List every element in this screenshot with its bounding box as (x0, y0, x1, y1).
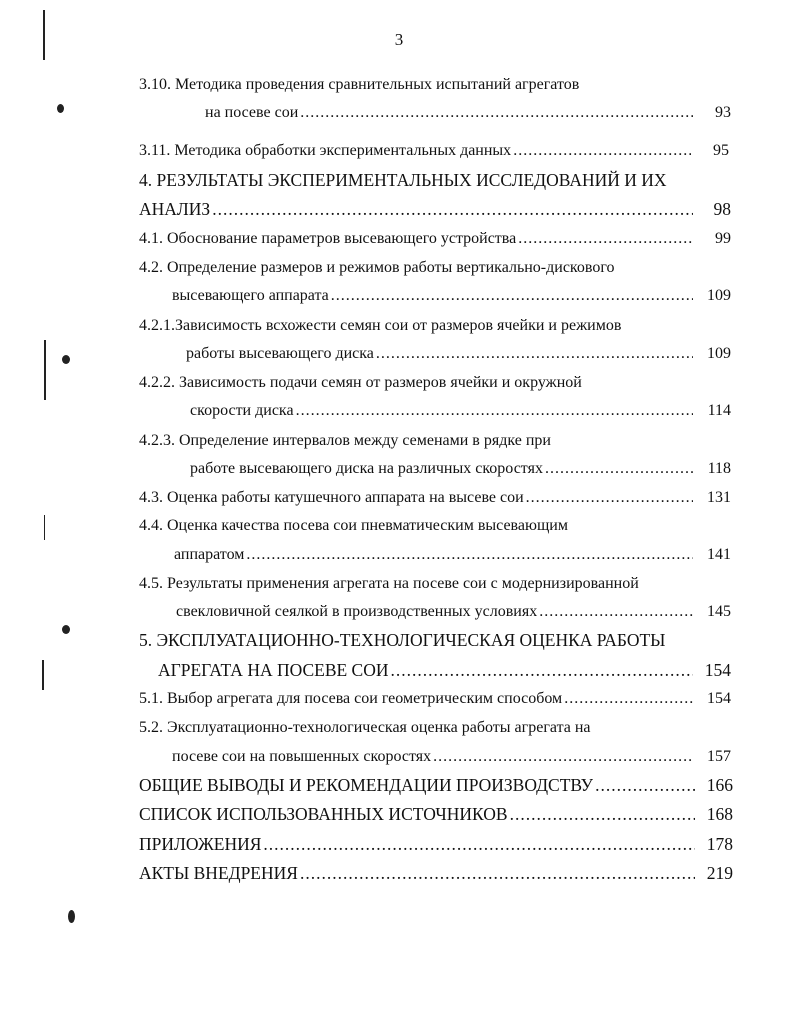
leader-dots (391, 660, 693, 680)
toc-page-number: 166 (706, 775, 733, 795)
toc-entry-label: 3.11. Методика обработки экспериментальных данных (139, 142, 512, 159)
toc-entry-label: работе высевающего диска на различных скоростях (190, 460, 543, 477)
toc-entry-4-2-2[interactable] (190, 401, 731, 421)
leader-dots (545, 459, 693, 479)
leader-dots (433, 747, 693, 767)
toc-entry-5-1[interactable] (139, 689, 731, 709)
toc-entry-4-2-3-line1: 4.2.3. Определение интервалов между семенами в рядке при (139, 432, 551, 449)
toc-entry-label: высевающего аппарата (172, 287, 329, 304)
toc-entry-5-2[interactable] (172, 747, 731, 767)
leader-dots (263, 834, 695, 854)
toc-entry-label: скорости диска (190, 402, 294, 419)
leader-dots (539, 602, 693, 622)
toc-page-number: 109 (707, 345, 731, 362)
toc-entry-label: АНАЛИЗ (139, 199, 211, 219)
leader-dots (300, 863, 695, 883)
scan-artifact (62, 625, 70, 634)
toc-entry-4-5[interactable] (176, 602, 731, 622)
toc-page-number: 109 (707, 287, 731, 304)
toc-entry-label: ПРИЛОЖЕНИЯ (139, 834, 262, 854)
toc-entry-label: свекловичной сеялкой в производственных условиях (176, 603, 538, 620)
toc-entry-references[interactable] (139, 804, 733, 824)
toc-entry-4[interactable] (139, 199, 731, 219)
toc-entry-acts[interactable] (139, 863, 733, 883)
toc-entry-label: 4.1. Обоснование параметров высевающего устройства (139, 230, 517, 247)
toc-page-number: 95 (713, 142, 729, 159)
scan-artifact (42, 660, 44, 690)
toc-entry-4-line1: 4. РЕЗУЛЬТАТЫ ЭКСПЕРИМЕНТАЛЬНЫХ ИССЛЕДОВАНИЙ И ИХ (139, 170, 667, 190)
toc-entry-4-2-2-line1: 4.2.2. Зависимость подачи семян от размеров ячейки и окружной (139, 374, 582, 391)
leader-dots (564, 689, 693, 709)
leader-dots (510, 804, 695, 824)
toc-entry-label: посеве сои на повышенных скоростях (172, 748, 432, 765)
toc-page-number: 178 (706, 834, 733, 854)
toc-entry-4-4-line1: 4.4. Оценка качества посева сои пневматическим высевающим (139, 517, 568, 534)
toc-entry-conclusions[interactable] (139, 775, 733, 795)
toc-entry-appendices[interactable] (139, 834, 733, 854)
toc-entry-4-1[interactable] (139, 229, 731, 249)
leader-dots (376, 344, 693, 364)
toc-entry-label: СПИСОК ИСПОЛЬЗОВАННЫХ ИСТОЧНИКОВ (139, 804, 508, 824)
toc-entry-label: 5.1. Выбор агрегата для посева сои геометрическим способом (139, 690, 563, 707)
toc-entry-4-2-1-line1: 4.2.1.Зависимость всхожести семян сои от размеров ячейки и режимов (139, 317, 622, 334)
leader-dots (595, 775, 695, 795)
toc-page-number: 145 (707, 603, 731, 620)
toc-entry-3-10[interactable] (205, 103, 731, 123)
toc-page-number: 99 (715, 230, 731, 247)
leader-dots (300, 103, 693, 123)
toc-entry-5[interactable] (158, 660, 731, 680)
leader-dots (246, 545, 693, 565)
leader-dots (526, 488, 693, 508)
toc-entry-label: АГРЕГАТА НА ПОСЕВЕ СОИ (158, 660, 389, 680)
scan-artifact (43, 10, 45, 60)
toc-entry-3-11[interactable] (139, 141, 729, 161)
toc-entry-label: АКТЫ ВНЕДРЕНИЯ (139, 863, 298, 883)
toc-page-number: 114 (707, 402, 731, 419)
toc-page-number: 93 (715, 104, 731, 121)
toc-entry-4-5-line1: 4.5. Результаты применения агрегата на посеве сои с модернизированной (139, 575, 639, 592)
toc-page-number: 157 (707, 748, 731, 765)
scan-artifact (44, 340, 46, 400)
toc-entry-4-2-1[interactable] (186, 344, 731, 364)
toc-entry-4-3[interactable] (139, 488, 731, 508)
toc-page-number: 168 (706, 804, 733, 824)
leader-dots (518, 229, 693, 249)
toc-page-number: 154 (707, 690, 731, 707)
leader-dots (513, 141, 691, 161)
toc-page-number: 141 (707, 546, 731, 563)
leader-dots (212, 199, 693, 219)
toc-entry-5-2-line1: 5.2. Эксплуатационно-технологическая оценка работы агрегата на (139, 719, 591, 736)
toc-entry-label: 4.3. Оценка работы катушечного аппарата на высеве сои (139, 489, 524, 506)
scan-artifact (68, 910, 75, 923)
toc-page-number: 131 (707, 489, 731, 506)
toc-entry-3-10-line1: 3.10. Методика проведения сравнительных испытаний агрегатов (139, 76, 580, 93)
toc-entry-label: аппаратом (174, 546, 245, 563)
toc-entry-4-2[interactable] (172, 286, 731, 306)
toc-entry-label: работы высевающего диска (186, 345, 374, 362)
toc-entry-3-10-line2: на посеве сои (205, 104, 299, 121)
toc-page-number: 98 (713, 199, 731, 219)
scan-artifact (44, 515, 45, 540)
scan-artifact (57, 104, 64, 113)
toc-page-number: 118 (707, 460, 731, 477)
scan-artifact (62, 355, 70, 364)
toc-page-number: 219 (706, 863, 733, 883)
toc-entry-5-line1: 5. ЭКСПЛУАТАЦИОННО-ТЕХНОЛОГИЧЕСКАЯ ОЦЕНКА РАБОТЫ (139, 630, 666, 650)
page-number: 3 (394, 30, 404, 49)
leader-dots (296, 401, 693, 421)
toc-entry-4-4[interactable] (174, 545, 731, 565)
toc-entry-4-2-line1: 4.2. Определение размеров и режимов работы вертикально-дискового (139, 259, 615, 276)
leader-dots (331, 286, 693, 306)
toc-entry-label: ОБЩИЕ ВЫВОДЫ И РЕКОМЕНДАЦИИ ПРОИЗВОДСТВУ (139, 775, 594, 795)
toc-entry-4-2-3[interactable] (190, 459, 731, 479)
toc-page-number: 154 (704, 660, 731, 680)
